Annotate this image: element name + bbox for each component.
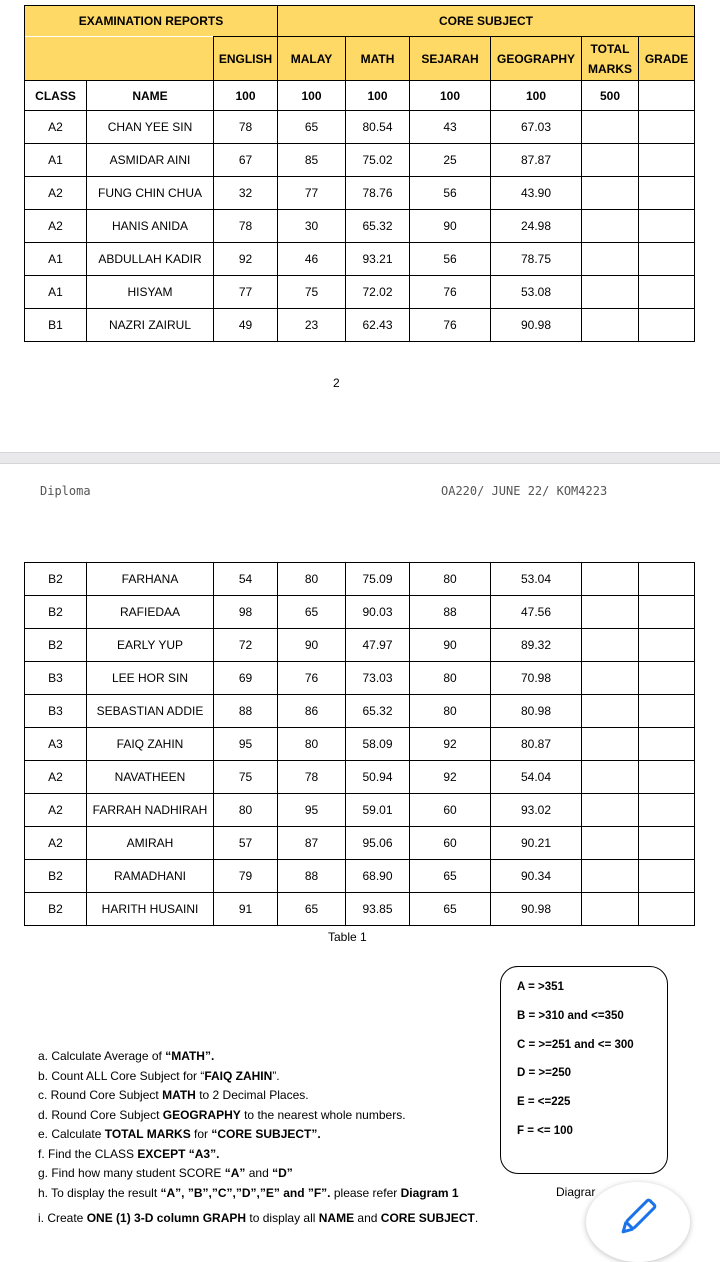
math-cell: 50.94 (346, 761, 410, 794)
geography-cell: 67.03 (491, 111, 582, 144)
name-cell: FARRAH NADHIRAH (87, 794, 214, 827)
subject-heading: MATH (346, 37, 410, 81)
table-row (25, 728, 695, 761)
geography-cell: 80.87 (491, 728, 582, 761)
math-cell: 80.54 (346, 111, 410, 144)
geography-cell: 90.98 (491, 309, 582, 342)
geography-cell: 53.04 (491, 563, 582, 596)
question-item: a. Calculate Average of “MATH”. (38, 1049, 215, 1063)
max-mark: 100 (214, 81, 278, 111)
class-cell: B2 (25, 860, 87, 893)
sejarah-cell: 80 (410, 662, 491, 695)
grade-cell (639, 629, 695, 662)
class-cell: A1 (25, 276, 87, 309)
sejarah-cell: 76 (410, 309, 491, 342)
question-list (38, 1047, 478, 1229)
class-cell: A2 (25, 210, 87, 243)
table-row (25, 210, 695, 243)
name-cell: FUNG CHIN CHUA (87, 177, 214, 210)
table-row (25, 309, 695, 342)
grade-cell (639, 210, 695, 243)
table-row (25, 177, 695, 210)
grade-rule: A = >351 (517, 981, 564, 993)
class-cell: B1 (25, 309, 87, 342)
malay-cell: 23 (278, 309, 346, 342)
name-cell: FARHANA (87, 563, 214, 596)
sejarah-cell: 88 (410, 596, 491, 629)
malay-cell: 95 (278, 794, 346, 827)
geography-cell: 90.98 (491, 893, 582, 926)
math-cell: 65.32 (346, 210, 410, 243)
grade-cell (639, 728, 695, 761)
math-cell: 78.76 (346, 177, 410, 210)
total-marks-cell (582, 860, 639, 893)
question-item: c. Round Core Subject MATH to 2 Decimal Places. (38, 1088, 309, 1102)
math-cell: 62.43 (346, 309, 410, 342)
grade-cell (639, 563, 695, 596)
total-marks-cell (582, 695, 639, 728)
english-cell: 78 (214, 111, 278, 144)
grade-cell (639, 662, 695, 695)
english-cell: 49 (214, 309, 278, 342)
class-cell: A3 (25, 728, 87, 761)
grade-cell (639, 596, 695, 629)
marks-label: MARKS (588, 61, 632, 76)
math-cell: 95.06 (346, 827, 410, 860)
total-marks-cell (582, 629, 639, 662)
max-mark: 100 (410, 81, 491, 111)
edit-button[interactable] (586, 1182, 690, 1262)
sejarah-cell: 80 (410, 563, 491, 596)
max-marks-row (25, 81, 695, 111)
class-cell: A2 (25, 111, 87, 144)
malay-cell: 86 (278, 695, 346, 728)
grade-cell (639, 276, 695, 309)
malay-cell: 30 (278, 210, 346, 243)
name-cell: HARITH HUSAINI (87, 893, 214, 926)
malay-cell: 77 (278, 177, 346, 210)
table-row (25, 563, 695, 596)
pencil-icon (586, 1182, 690, 1262)
sejarah-cell: 65 (410, 860, 491, 893)
geography-cell: 90.34 (491, 860, 582, 893)
malay-cell: 46 (278, 243, 346, 276)
math-cell: 47.97 (346, 629, 410, 662)
math-cell: 75.09 (346, 563, 410, 596)
table-row (25, 276, 695, 309)
question-item: b. Count ALL Core Subject for “FAIQ ZAHIN”. (38, 1068, 280, 1083)
grade-cell (639, 827, 695, 860)
table-row (25, 662, 695, 695)
english-cell: 80 (214, 794, 278, 827)
table-row (25, 695, 695, 728)
max-mark: 100 (346, 81, 410, 111)
math-cell: 58.09 (346, 728, 410, 761)
geography-cell: 43.90 (491, 177, 582, 210)
english-cell: 32 (214, 177, 278, 210)
english-cell: 67 (214, 144, 278, 177)
malay-cell: 87 (278, 827, 346, 860)
grade-cell (639, 111, 695, 144)
class-cell: A1 (25, 243, 87, 276)
name-cell: HISYAM (87, 276, 214, 309)
geography-cell: 53.08 (491, 276, 582, 309)
table-row (25, 243, 695, 276)
name-cell: CHAN YEE SIN (87, 111, 214, 144)
sejarah-cell: 25 (410, 144, 491, 177)
sejarah-cell: 56 (410, 243, 491, 276)
math-cell: 73.03 (346, 662, 410, 695)
name-cell: RAFIEDAA (87, 596, 214, 629)
name-cell: ABDULLAH KADIR (87, 243, 214, 276)
math-cell: 65.32 (346, 695, 410, 728)
subject-heading: SEJARAH (410, 37, 491, 81)
table-body-1 (25, 111, 695, 342)
table-row (25, 629, 695, 662)
total-marks-cell (582, 276, 639, 309)
grade-cell (639, 860, 695, 893)
english-cell: 95 (214, 728, 278, 761)
english-cell: 77 (214, 276, 278, 309)
table-row (25, 893, 695, 926)
sejarah-cell: 60 (410, 794, 491, 827)
running-header-left: Diploma (40, 484, 91, 498)
english-cell: 54 (214, 563, 278, 596)
sejarah-cell: 43 (410, 111, 491, 144)
sejarah-cell: 76 (410, 276, 491, 309)
class-cell: A1 (25, 144, 87, 177)
geography-cell: 47.56 (491, 596, 582, 629)
grade-heading: GRADE (639, 37, 695, 81)
class-cell: B2 (25, 893, 87, 926)
name-cell: FAIQ ZAHIN (87, 728, 214, 761)
question-item: f. Find the CLASS EXCEPT “A3”. (38, 1146, 220, 1161)
sejarah-cell: 92 (410, 728, 491, 761)
grade-cell (639, 695, 695, 728)
grade-cell (639, 309, 695, 342)
page-break (0, 452, 720, 464)
question-item: d. Round Core Subject GEOGRAPHY to the nearest whole numbers. (38, 1107, 406, 1122)
page-number: 2 (333, 376, 340, 390)
total-marks-cell (582, 144, 639, 177)
math-cell: 93.21 (346, 243, 410, 276)
sejarah-cell: 80 (410, 695, 491, 728)
grade-cell (639, 794, 695, 827)
malay-cell: 80 (278, 728, 346, 761)
document-page-1 (0, 0, 720, 452)
english-cell: 88 (214, 695, 278, 728)
class-cell: B2 (25, 629, 87, 662)
total-marks-cell (582, 794, 639, 827)
malay-cell: 65 (278, 111, 346, 144)
table-row (25, 111, 695, 144)
max-mark: 100 (278, 81, 346, 111)
total-label: TOTAL (590, 41, 630, 56)
total-marks-cell (582, 210, 639, 243)
total-marks-cell (582, 563, 639, 596)
math-cell: 72.02 (346, 276, 410, 309)
english-cell: 79 (214, 860, 278, 893)
malay-cell: 75 (278, 276, 346, 309)
name-cell: LEE HOR SIN (87, 662, 214, 695)
sejarah-cell: 90 (410, 210, 491, 243)
malay-cell: 88 (278, 860, 346, 893)
sejarah-cell: 60 (410, 827, 491, 860)
table-row (25, 144, 695, 177)
core-subject-heading: CORE SUBJECT (278, 6, 695, 37)
subject-heading: GEOGRAPHY (491, 37, 582, 81)
english-cell: 69 (214, 662, 278, 695)
sejarah-cell: 56 (410, 177, 491, 210)
grade-rule: B = >310 and <=350 (517, 1010, 624, 1022)
math-cell: 90.03 (346, 596, 410, 629)
geography-cell: 89.32 (491, 629, 582, 662)
geography-cell: 90.21 (491, 827, 582, 860)
math-cell: 68.90 (346, 860, 410, 893)
name-cell: SEBASTIAN ADDIE (87, 695, 214, 728)
sejarah-cell: 92 (410, 761, 491, 794)
english-cell: 98 (214, 596, 278, 629)
table-row (25, 794, 695, 827)
table-body-2 (25, 563, 695, 926)
name-cell: EARLY YUP (87, 629, 214, 662)
class-heading: CLASS (25, 81, 87, 111)
grade-rule: C = >=251 and <= 300 (517, 1039, 634, 1051)
running-header-right: OA220/ JUNE 22/ KOM4223 (441, 484, 608, 498)
malay-cell: 65 (278, 893, 346, 926)
grade-cell (639, 144, 695, 177)
subject-heading: MALAY (278, 37, 346, 81)
table-row (25, 827, 695, 860)
results-table-part-2 (24, 562, 695, 926)
class-cell: B3 (25, 695, 87, 728)
class-cell: A2 (25, 177, 87, 210)
name-heading: NAME (87, 81, 214, 111)
table-caption: Table 1 (328, 930, 367, 944)
table-row (25, 596, 695, 629)
geography-cell: 24.98 (491, 210, 582, 243)
table-row (25, 761, 695, 794)
header-blank (25, 37, 214, 81)
grade-cell (639, 761, 695, 794)
malay-cell: 80 (278, 563, 346, 596)
report-title: EXAMINATION REPORTS (25, 6, 278, 37)
malay-cell: 76 (278, 662, 346, 695)
max-mark: 100 (491, 81, 582, 111)
results-table-part-1 (24, 5, 695, 342)
math-cell: 59.01 (346, 794, 410, 827)
total-marks-cell (582, 728, 639, 761)
question-item: i. Create ONE (1) 3-D column GRAPH to display all NAME and CORE SUBJECT. (38, 1211, 479, 1225)
total-marks-heading (582, 37, 639, 81)
geography-cell: 70.98 (491, 662, 582, 695)
name-cell: NAVATHEEN (87, 761, 214, 794)
geography-cell: 93.02 (491, 794, 582, 827)
total-marks-cell (582, 177, 639, 210)
question-item: h. To display the result “A”, ”B”,”C”,”D”,”E” and ”F”. please refer Diagram 1 (38, 1185, 459, 1200)
class-cell: B2 (25, 563, 87, 596)
name-cell: ASMIDAR AINI (87, 144, 214, 177)
total-marks-cell (582, 243, 639, 276)
total-marks-cell (582, 761, 639, 794)
english-cell: 75 (214, 761, 278, 794)
class-cell: A2 (25, 827, 87, 860)
max-mark: 500 (582, 81, 639, 111)
geography-cell: 80.98 (491, 695, 582, 728)
total-marks-cell (582, 309, 639, 342)
subject-heading: ENGLISH (214, 37, 278, 81)
malay-cell: 85 (278, 144, 346, 177)
grade-rules-diagram (500, 966, 668, 1174)
total-marks-cell (582, 662, 639, 695)
total-marks-cell (582, 596, 639, 629)
question-item: g. Find how many student SCORE “A” and “D” (38, 1166, 293, 1180)
total-marks-cell (582, 893, 639, 926)
math-cell: 75.02 (346, 144, 410, 177)
geography-cell: 54.04 (491, 761, 582, 794)
malay-cell: 65 (278, 596, 346, 629)
geography-cell: 87.87 (491, 144, 582, 177)
class-cell: B3 (25, 662, 87, 695)
english-cell: 57 (214, 827, 278, 860)
english-cell: 72 (214, 629, 278, 662)
malay-cell: 78 (278, 761, 346, 794)
grade-cell (639, 177, 695, 210)
sejarah-cell: 90 (410, 629, 491, 662)
english-cell: 92 (214, 243, 278, 276)
malay-cell: 90 (278, 629, 346, 662)
grade-rule: F = <= 100 (517, 1125, 573, 1137)
name-cell: HANIS ANIDA (87, 210, 214, 243)
empty-cell (639, 81, 695, 111)
table-row (25, 860, 695, 893)
english-cell: 91 (214, 893, 278, 926)
question-item: e. Calculate TOTAL MARKS for “CORE SUBJECT”. (38, 1127, 321, 1141)
total-marks-cell (582, 111, 639, 144)
grade-cell (639, 893, 695, 926)
english-cell: 78 (214, 210, 278, 243)
class-cell: A2 (25, 794, 87, 827)
name-cell: NAZRI ZAIRUL (87, 309, 214, 342)
subject-header-row (25, 37, 695, 81)
class-cell: B2 (25, 596, 87, 629)
diagram-label: Diagrar (556, 1185, 596, 1199)
grade-cell (639, 243, 695, 276)
geography-cell: 78.75 (491, 243, 582, 276)
math-cell: 93.85 (346, 893, 410, 926)
grade-rule: D = >=250 (517, 1067, 572, 1079)
sejarah-cell: 65 (410, 893, 491, 926)
name-cell: AMIRAH (87, 827, 214, 860)
grade-rule: E = <=225 (517, 1096, 571, 1108)
total-marks-cell (582, 827, 639, 860)
class-cell: A2 (25, 761, 87, 794)
name-cell: RAMADHANI (87, 860, 214, 893)
